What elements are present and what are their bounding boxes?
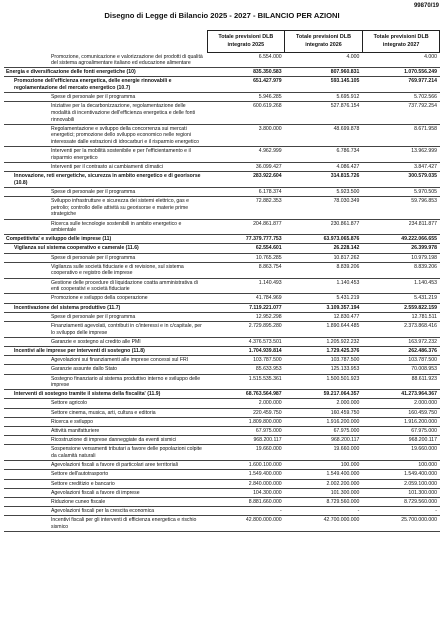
- page-title: Disegno di Legge di Bilancio 2025 - 2027 - BILANCIO PER AZIONI: [104, 11, 340, 20]
- row-value-2025: 1.515.535.361: [207, 374, 285, 390]
- row-value-2026: 2.002.200.000: [285, 479, 363, 488]
- row-label: Settore creditizio e bancario: [4, 479, 207, 488]
- table-row: [4, 262, 440, 278]
- row-value-2027: 5.970.505: [362, 187, 440, 196]
- row-value-2027: 160.459.750: [362, 408, 440, 417]
- row-value-2026: 4.086.427: [285, 162, 363, 171]
- table-row: [4, 278, 440, 294]
- row-value-2025: 72.882.353: [207, 197, 285, 219]
- row-value-2026: 314.815.726: [285, 172, 363, 188]
- row-value-2026: 42.700.000.000: [285, 516, 363, 532]
- row-value-2025: 10.765.285: [207, 253, 285, 262]
- row-label: Settore dell'autotrasporto: [4, 470, 207, 479]
- row-value-2027: 25.700.000.000: [362, 516, 440, 532]
- table-row: [4, 516, 440, 532]
- row-label: Riduzione cuneo fiscale: [4, 497, 207, 506]
- table-row: [4, 303, 440, 312]
- row-label: Incentivi alle imprese per interventi di sostegno (11.8): [4, 346, 207, 355]
- row-label: Spese di personale per il programma: [4, 187, 207, 196]
- row-value-2027: 103.787.500: [362, 356, 440, 365]
- row-value-2025: 104.300.000: [207, 488, 285, 497]
- row-value-2026: 1.205.922.232: [285, 337, 363, 346]
- row-value-2025: 7.119.221.077: [207, 303, 285, 312]
- table-row: [4, 68, 440, 77]
- table-row: [4, 253, 440, 262]
- row-value-2027: 2.373.868.416: [362, 321, 440, 337]
- row-value-2025: 67.975.000: [207, 427, 285, 436]
- table-row: [4, 172, 440, 188]
- row-label: Garanzie e sostegno al credito alle PMI: [4, 337, 207, 346]
- row-value-2025: 6.554.000: [207, 53, 285, 68]
- row-label: Gestione delle procedure di liquidazione coatta amministrativa di enti cooperativi e società fiduciarie: [4, 278, 207, 294]
- row-value-2026: 19.660.000: [285, 445, 363, 461]
- row-value-2027: 100.000: [362, 461, 440, 470]
- row-label: Interventi per la mobilità sostenibile e per l'efficientamento e il risparmio energetico: [4, 147, 207, 163]
- table-row: [4, 374, 440, 390]
- page-number: 99870/19: [413, 3, 439, 9]
- row-value-2025: 283.922.604: [207, 172, 285, 188]
- row-label: Iniziative per la decarbonizzazione, regolamentazione delle modalità di incentivazione dell'efficienza energetica e delle fonti rinnovabili: [4, 102, 207, 124]
- table-row: [4, 488, 440, 497]
- row-value-2025: 4.376.573.501: [207, 337, 285, 346]
- row-value-2026: 12.830.477: [285, 312, 363, 321]
- row-value-2026: 5.923.500: [285, 187, 363, 196]
- row-value-2027: 2.559.822.159: [362, 303, 440, 312]
- row-value-2027: 4.000: [362, 53, 440, 68]
- table-row: [4, 427, 440, 436]
- row-value-2027: 737.792.254: [362, 102, 440, 124]
- table-row: [4, 399, 440, 408]
- row-value-2027: 67.975.000: [362, 427, 440, 436]
- row-value-2025: 6.178.374: [207, 187, 285, 196]
- table-row: [4, 346, 440, 355]
- row-value-2025: 5.946.285: [207, 93, 285, 102]
- table-row: [4, 408, 440, 417]
- row-value-2025: 1.600.100.000: [207, 461, 285, 470]
- row-value-2027: 1.070.556.249: [362, 68, 440, 77]
- row-value-2026: 101.300.000: [285, 488, 363, 497]
- row-value-2025: 4.962.999: [207, 147, 285, 163]
- row-label: Interventi di sostegno tramite il sistema della fiscalita' (11.9): [4, 390, 207, 399]
- row-value-2026: 67.975.000: [285, 427, 363, 436]
- table-row: [4, 53, 440, 68]
- row-value-2027: 5.431.219: [362, 294, 440, 303]
- row-value-2025: 2.729.895.280: [207, 321, 285, 337]
- row-label: Settore cinema, musica, arti, cultura e editoria: [4, 408, 207, 417]
- row-label: Competitivita' e sviluppo delle imprese (11): [4, 235, 207, 244]
- row-value-2027: 5.702.566: [362, 93, 440, 102]
- table-row: [4, 235, 440, 244]
- row-value-2026: -: [285, 507, 363, 516]
- row-value-2027: 769.977.214: [362, 77, 440, 93]
- row-label: Finanziamenti agevolati, contributi in c/interessi e in c/capitale, per lo sviluppo delle imprese: [4, 321, 207, 337]
- row-value-2026: 78.030.349: [285, 197, 363, 219]
- row-value-2027: 968.200.117: [362, 436, 440, 445]
- row-label: Incentivazione del sistema produttivo (11.7): [4, 303, 207, 312]
- row-label: Agevolazioni fiscali a favore di imprese: [4, 488, 207, 497]
- row-value-2027: 10.979.198: [362, 253, 440, 262]
- row-value-2027: 2.000.000: [362, 399, 440, 408]
- row-value-2027: 12.781.511: [362, 312, 440, 321]
- row-value-2025: 103.787.500: [207, 356, 285, 365]
- row-value-2026: 1.890.644.485: [285, 321, 363, 337]
- table-row: [4, 244, 440, 253]
- row-value-2027: 88.611.923: [362, 374, 440, 390]
- row-value-2025: -: [207, 507, 285, 516]
- row-value-2026: 4.000: [285, 53, 363, 68]
- row-label: Promozione e sviluppo della cooperazione: [4, 294, 207, 303]
- row-label: Vigilanza sulle società fiduciarie e di revisione, sul sistema cooperativo e registro delle imprese: [4, 262, 207, 278]
- row-value-2026: 1.140.453: [285, 278, 363, 294]
- row-label: Garanzie assunte dallo Stato: [4, 365, 207, 374]
- column-header-2025: Totale previsioni DLB integrato 2025: [207, 31, 285, 53]
- row-value-2026: 5.695.912: [285, 93, 363, 102]
- table-row: [4, 102, 440, 124]
- table-row: [4, 497, 440, 506]
- row-value-2026: 1.729.425.376: [285, 346, 363, 355]
- row-value-2027: -: [362, 507, 440, 516]
- row-label: Agevolazioni fiscali a favore di particolari aree territoriali: [4, 461, 207, 470]
- row-value-2025: 1.140.493: [207, 278, 285, 294]
- row-label: Sospensione versamenti tributari a favore delle popolazioni colpite da calamità naturali: [4, 445, 207, 461]
- row-value-2027: 8.729.560.000: [362, 497, 440, 506]
- row-value-2026: 59.217.064.357: [285, 390, 363, 399]
- row-value-2025: 2.000.000: [207, 399, 285, 408]
- table-row: [4, 197, 440, 219]
- row-label: Spese di personale per il programma: [4, 253, 207, 262]
- row-label: Spese di personale per il programma: [4, 93, 207, 102]
- table-header-row: [4, 31, 440, 53]
- row-value-2026: 63.973.065.876: [285, 235, 363, 244]
- row-label: Agevolazioni fiscali per la crescita economica: [4, 507, 207, 516]
- table-body: [4, 53, 440, 532]
- row-value-2027: 2.059.100.000: [362, 479, 440, 488]
- row-label: Interventi per il contrasto ai cambiamenti climatici: [4, 162, 207, 171]
- row-value-2026: 968.200.117: [285, 436, 363, 445]
- row-value-2026: 593.145.105: [285, 77, 363, 93]
- table-row: [4, 77, 440, 93]
- table-row: [4, 507, 440, 516]
- table-row: [4, 479, 440, 488]
- row-value-2025: 1.809.800.000: [207, 417, 285, 426]
- budget-table: [4, 30, 440, 532]
- table-row: [4, 365, 440, 374]
- row-value-2027: 101.300.000: [362, 488, 440, 497]
- row-value-2025: 77.379.777.753: [207, 235, 285, 244]
- header-blank-cell: [4, 31, 207, 53]
- row-label: Sostegno finanziario al sistema produttivo interno e sviluppo delle imprese: [4, 374, 207, 390]
- table-row: [4, 147, 440, 163]
- row-value-2025: 968.200.117: [207, 436, 285, 445]
- row-label: Agevolazioni sui finanziamenti alle imprese concessi sul FRI: [4, 356, 207, 365]
- row-value-2027: 163.972.232: [362, 337, 440, 346]
- row-value-2026: 2.000.000: [285, 399, 363, 408]
- row-value-2027: 59.796.853: [362, 197, 440, 219]
- row-value-2026: 160.459.750: [285, 408, 363, 417]
- table-row: [4, 470, 440, 479]
- row-value-2026: 6.786.734: [285, 147, 363, 163]
- row-value-2026: 8.729.560.000: [285, 497, 363, 506]
- row-value-2026: 230.861.877: [285, 219, 363, 235]
- row-value-2027: 8.671.958: [362, 124, 440, 146]
- table-row: [4, 356, 440, 365]
- row-value-2025: 220.459.750: [207, 408, 285, 417]
- table-row: [4, 93, 440, 102]
- row-value-2025: 1.549.400.000: [207, 470, 285, 479]
- row-value-2025: 8.863.754: [207, 262, 285, 278]
- row-value-2026: 48.699.878: [285, 124, 363, 146]
- row-label: Promozione dell'efficienza energetica, delle energie rinnovabili e regolamentazione del mercato energetico (10.7): [4, 77, 207, 93]
- row-label: Energia e diversificazione delle fonti energetiche (10): [4, 68, 207, 77]
- row-label: Regolamentazione e sviluppo della concorrenza sui mercati energetici; promozione dello sviluppo economico nelle regioni interessate dalle estrazioni di idrocarburi e il risparmio energetico: [4, 124, 207, 146]
- row-value-2027: 70.008.953: [362, 365, 440, 374]
- row-value-2026: 3.109.357.194: [285, 303, 363, 312]
- row-value-2026: 100.000: [285, 461, 363, 470]
- row-value-2026: 26.228.142: [285, 244, 363, 253]
- row-value-2025: 2.840.000.000: [207, 479, 285, 488]
- table-row: [4, 390, 440, 399]
- row-label: Attività manifatturiere: [4, 427, 207, 436]
- row-value-2025: 1.704.939.814: [207, 346, 285, 355]
- table-row: [4, 321, 440, 337]
- row-value-2027: 3.847.427: [362, 162, 440, 171]
- row-value-2025: 19.660.000: [207, 445, 285, 461]
- row-value-2027: 300.579.035: [362, 172, 440, 188]
- row-value-2026: 1.549.400.000: [285, 470, 363, 479]
- table-row: [4, 461, 440, 470]
- row-value-2025: 68.763.564.987: [207, 390, 285, 399]
- row-value-2026: 527.876.154: [285, 102, 363, 124]
- row-value-2026: 103.787.500: [285, 356, 363, 365]
- row-value-2027: 1.549.400.000: [362, 470, 440, 479]
- row-value-2025: 42.800.000.000: [207, 516, 285, 532]
- row-value-2027: 13.962.999: [362, 147, 440, 163]
- table-row: [4, 337, 440, 346]
- row-label: Vigilanza sul sistema cooperativo e camerale (11.6): [4, 244, 207, 253]
- table-row: [4, 445, 440, 461]
- row-value-2026: 10.817.262: [285, 253, 363, 262]
- row-label: Ricostruzione di imprese danneggiate da eventi sismici: [4, 436, 207, 445]
- table-row: [4, 417, 440, 426]
- row-value-2025: 85.633.953: [207, 365, 285, 374]
- row-value-2025: 62.554.601: [207, 244, 285, 253]
- table-row: [4, 187, 440, 196]
- table-row: [4, 162, 440, 171]
- row-value-2027: 1.140.453: [362, 278, 440, 294]
- row-value-2025: 3.800.000: [207, 124, 285, 146]
- row-value-2027: 41.273.964.367: [362, 390, 440, 399]
- table-row: [4, 436, 440, 445]
- row-label: Ricerca e sviluppo: [4, 417, 207, 426]
- row-label: Incentivi fiscali per gli interventi di efficienza energetica e rischio sismico: [4, 516, 207, 532]
- row-value-2027: 262.486.376: [362, 346, 440, 355]
- row-value-2027: 8.839.206: [362, 262, 440, 278]
- row-value-2027: 234.811.877: [362, 219, 440, 235]
- row-label: Settore agricolo: [4, 399, 207, 408]
- row-label: Sviluppo infrastrutture e sicurezza dei sistemi elettrico, gas e petrolio; controllo delle attività su georisorse e materie prime strategiche: [4, 197, 207, 219]
- row-label: Ricerca sulle tecnologie sostenibili in ambito energetico e ambientale: [4, 219, 207, 235]
- row-value-2027: 1.916.200.000: [362, 417, 440, 426]
- row-value-2026: 5.431.219: [285, 294, 363, 303]
- row-value-2025: 600.619.268: [207, 102, 285, 124]
- row-value-2027: 49.222.066.655: [362, 235, 440, 244]
- row-label: Innovazione, reti energetiche, sicurezza in ambito energetico e di georisorse (10.8): [4, 172, 207, 188]
- column-header-2026: Totale previsioni DLB integrato 2026: [285, 31, 363, 53]
- row-value-2026: 8.839.206: [285, 262, 363, 278]
- row-value-2026: 125.133.953: [285, 365, 363, 374]
- row-value-2025: 12.952.298: [207, 312, 285, 321]
- row-label: Spese di personale per il programma: [4, 312, 207, 321]
- table-row: [4, 124, 440, 146]
- table-row: [4, 219, 440, 235]
- table-row: [4, 294, 440, 303]
- column-header-2027: Totale previsioni DLB integrato 2027: [362, 31, 440, 53]
- row-value-2025: 41.784.969: [207, 294, 285, 303]
- row-label: Promozione, comunicazione e valorizzazione dei prodotti di qualità del sistema agroalimentare italiano ed educazione alimentare: [4, 53, 207, 68]
- row-value-2025: 651.427.979: [207, 77, 285, 93]
- row-value-2025: 204.861.877: [207, 219, 285, 235]
- row-value-2025: 835.350.583: [207, 68, 285, 77]
- row-value-2025: 36.099.427: [207, 162, 285, 171]
- row-value-2027: 26.399.978: [362, 244, 440, 253]
- table-row: [4, 312, 440, 321]
- row-value-2026: 1.916.200.000: [285, 417, 363, 426]
- row-value-2026: 1.500.501.923: [285, 374, 363, 390]
- row-value-2026: 807.960.831: [285, 68, 363, 77]
- row-value-2027: 19.660.000: [362, 445, 440, 461]
- row-value-2025: 8.881.660.000: [207, 497, 285, 506]
